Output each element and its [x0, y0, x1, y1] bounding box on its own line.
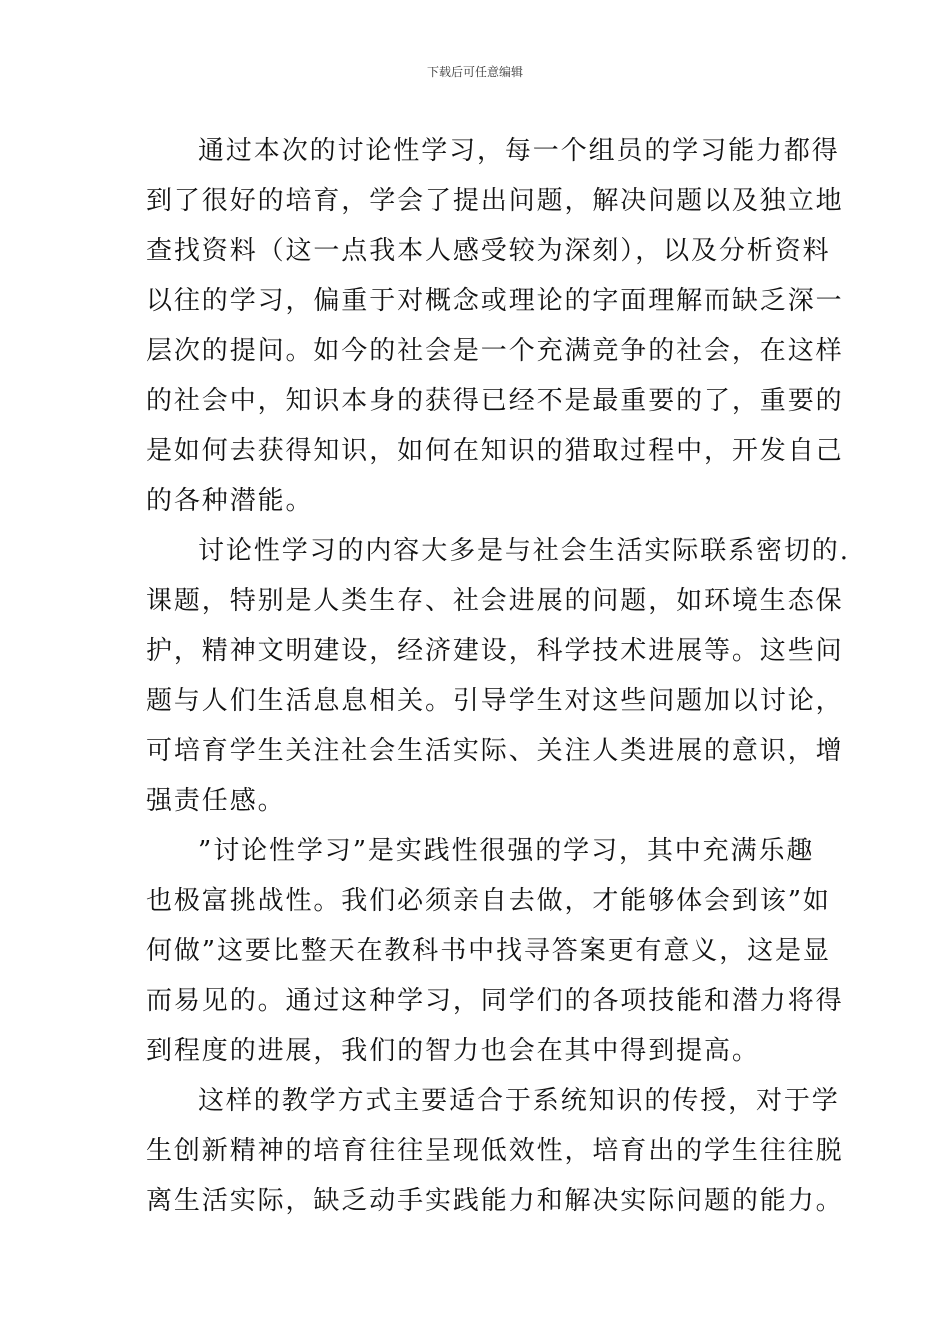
page-header-note: 下载后可任意编辑	[426, 65, 523, 79]
paragraph-2-line-6: 强责任感。	[146, 786, 286, 816]
paragraph-1-line-5: 层次的提问。如今的社会是一个充满竞争的社会，在这样	[146, 336, 844, 366]
paragraph-3-line-1: ”讨论性学习”是实践性很强的学习，其中充满乐趣	[198, 836, 815, 866]
paragraph-1-line-2: 到了很好的培育，学会了提出问题，解决问题以及独立地	[146, 186, 844, 216]
paragraph-4-line-1: 这样的教学方式主要适合于系统知识的传授，对于学	[198, 1086, 840, 1116]
paragraph-1-line-7: 是如何去获得知识，如何在知识的猎取过程中，开发自己	[146, 436, 844, 466]
paragraph-1-line-1: 通过本次的讨论性学习，每一个组员的学习能力都得	[198, 136, 840, 166]
paragraph-4-line-3: 离生活实际，缺乏动手实践能力和解决实际问题的能力。	[146, 1186, 844, 1216]
paragraph-2-line-5: 可培育学生关注社会生活实际、关注人类进展的意识，增	[146, 736, 844, 766]
paragraph-2-line-2: 课题，特别是人类生存、社会进展的问题，如环境生态保	[146, 586, 844, 616]
paragraph-3-line-5: 到程度的进展，我们的智力也会在其中得到提高。	[146, 1036, 760, 1066]
paragraph-3-line-2: 也极富挑战性。我们必须亲自去做，才能够体会到该”如	[146, 886, 831, 916]
paragraph-1-line-4: 以往的学习，偏重于对概念或理论的字面理解而缺乏深一	[146, 286, 844, 316]
paragraph-2-line-3: 护，精神文明建设，经济建设，科学技术进展等。这些问	[146, 636, 844, 666]
paragraph-3-line-4: 而易见的。通过这种学习，同学们的各项技能和潜力将得	[146, 986, 844, 1016]
paragraph-2-line-4: 题与人们生活息息相关。引导学生对这些问题加以讨论，	[146, 686, 844, 716]
paragraph-4-line-2: 生创新精神的培育往往呈现低效性，培育出的学生往往脱	[146, 1136, 844, 1166]
paragraph-3-line-3: 何做”这要比整天在教科书中找寻答案更有意义，这是显	[146, 936, 831, 966]
paragraph-1-line-3: 查找资料（这一点我本人感受较为深刻），以及分析资料	[146, 236, 831, 266]
paragraph-2-line-1: 讨论性学习的内容大多是与社会生活实际联系密切的.	[198, 536, 850, 566]
paragraph-1-line-8: 的各种潜能。	[146, 486, 314, 516]
paragraph-1-line-6: 的社会中，知识本身的获得已经不是最重要的了，重要的	[146, 386, 844, 416]
